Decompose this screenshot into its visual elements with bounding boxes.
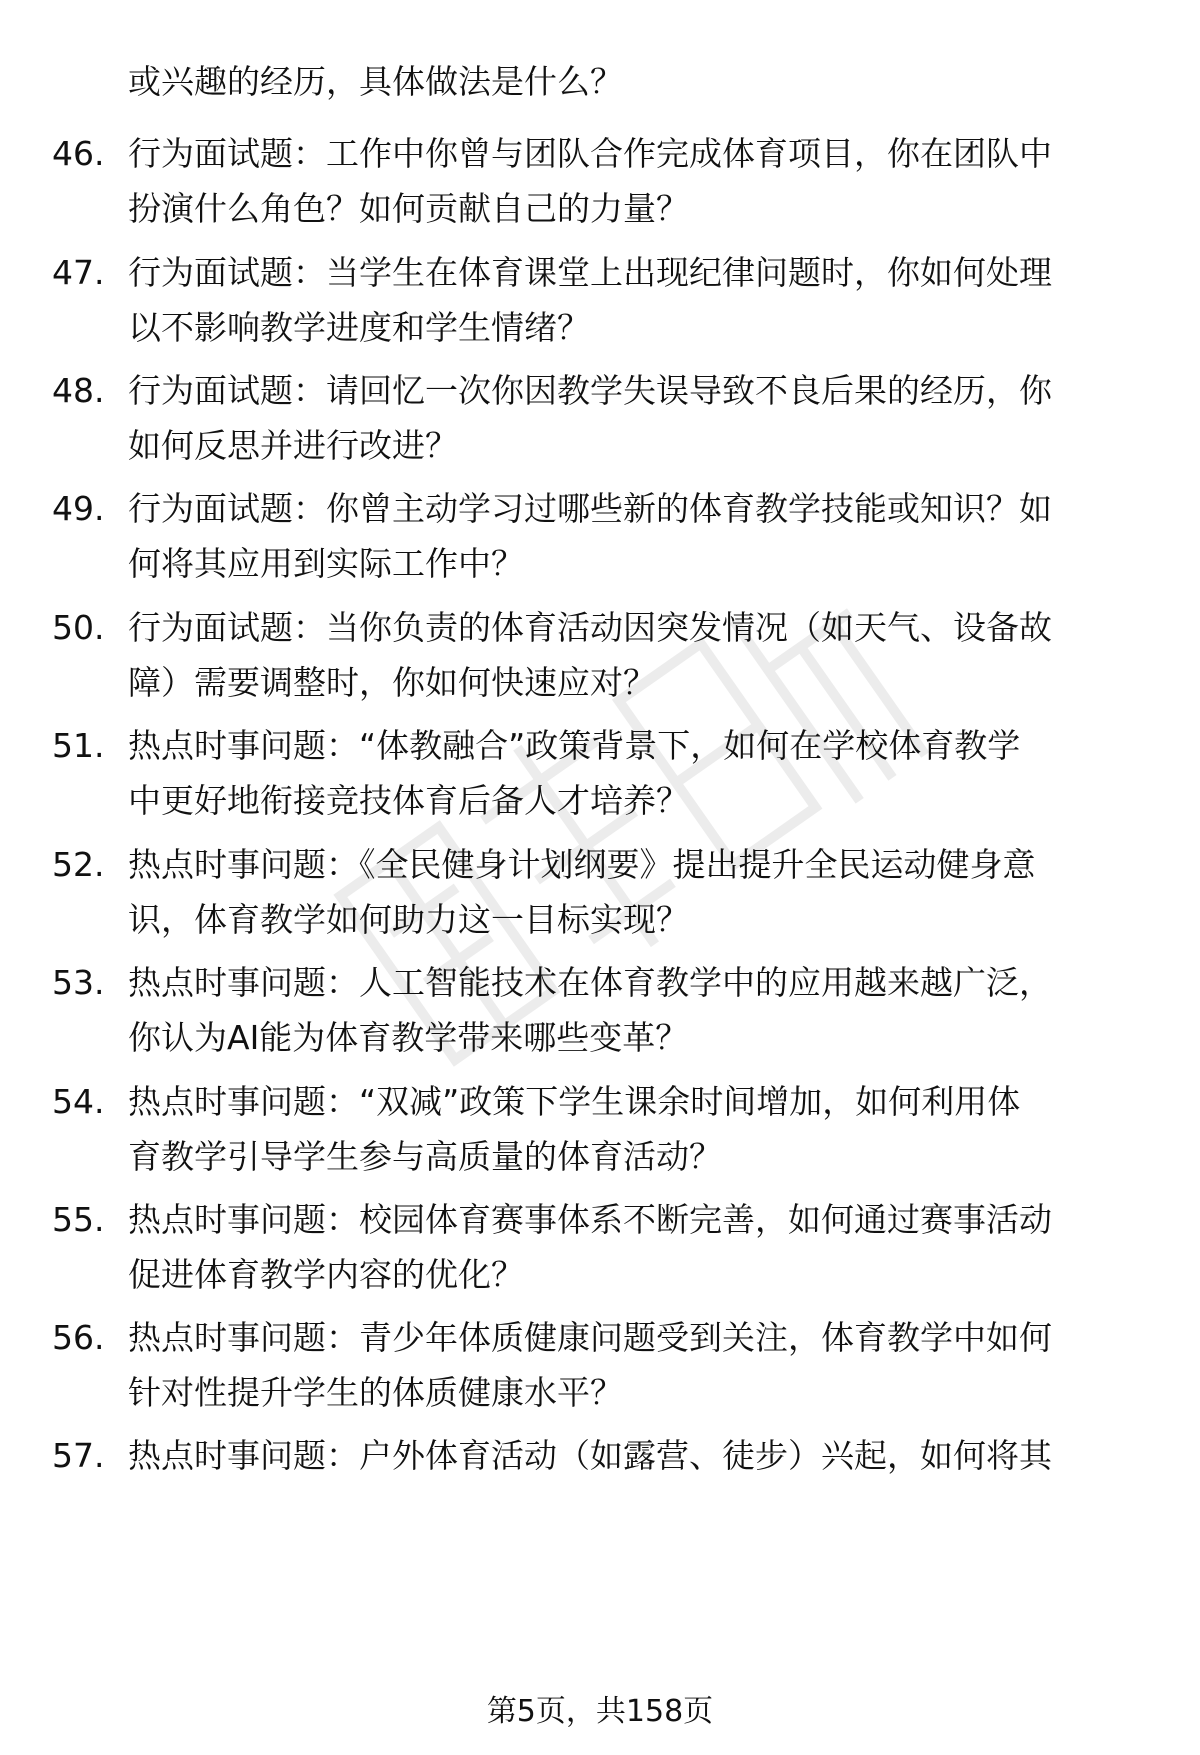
item-number: 54. — [52, 1082, 105, 1121]
item-text: 热点时事问题：人工智能技术在体育教学中的应用越来越广泛， — [128, 963, 1052, 1002]
item-text: 促进体育教学内容的优化？ — [128, 1255, 524, 1294]
item-text: 如何反思并进行改进？ — [128, 426, 458, 465]
item-text: 何将其应用到实际工作中？ — [128, 544, 524, 583]
item-number: 53. — [52, 963, 105, 1002]
item-number: 48. — [52, 371, 105, 410]
item-text: 行为面试题：请回忆一次你因教学失误导致不良后果的经历，你 — [128, 371, 1052, 410]
item-text: 热点时事问题：《全民健身计划纲要》提出提升全民运动健身意 — [128, 845, 1036, 884]
item-text: 热点时事问题：“体教融合”政策背景下，如何在学校体育教学 — [128, 726, 1021, 765]
item-number: 55. — [52, 1200, 105, 1239]
item-text: 热点时事问题：户外体育活动（如露营、徒步）兴起，如何将其 — [128, 1436, 1052, 1475]
item-text: 热点时事问题：青少年体质健康问题受到关注，体育教学中如何 — [128, 1318, 1052, 1357]
item-text: 针对性提升学生的体质健康水平？ — [128, 1373, 623, 1412]
item-text: 行为面试题：当你负责的体育活动因突发情况（如天气、设备故 — [128, 608, 1052, 647]
item-text: 行为面试题：工作中你曾与团队合作完成体育项目，你在团队中 — [128, 134, 1052, 173]
item-text: 行为面试题：你曾主动学习过哪些新的体育教学技能或知识？如 — [128, 489, 1052, 528]
item-text: 热点时事问题：“双减”政策下学生课余时间增加，如何利用体 — [128, 1082, 1021, 1121]
item-number: 57. — [52, 1436, 105, 1475]
item-number: 52. — [52, 845, 105, 884]
item-text: 识，体育教学如何助力这一目标实现？ — [128, 900, 689, 939]
item-number: 56. — [52, 1318, 105, 1357]
page-footer: 第5页，共158页 — [486, 1694, 714, 1729]
item-text: 中更好地衔接竞技体育后备人才培养？ — [128, 781, 689, 820]
item-number: 50. — [52, 608, 105, 647]
item-text: 行为面试题：当学生在体育课堂上出现纪律问题时，你如何处理 — [128, 253, 1052, 292]
continuation-text: 或兴趣的经历，具体做法是什么？ — [128, 62, 623, 101]
item-number: 47. — [52, 253, 105, 292]
item-text: 扮演什么角色？如何贡献自己的力量？ — [128, 189, 689, 228]
item-text: 热点时事问题：校园体育赛事体系不断完善，如何通过赛事活动 — [128, 1200, 1052, 1239]
item-number: 51. — [52, 726, 105, 765]
item-number: 49. — [52, 489, 105, 528]
item-number: 46. — [52, 134, 105, 173]
item-text: 育教学引导学生参与高质量的体育活动？ — [128, 1137, 722, 1176]
item-text: 以不影响教学进度和学生情绪？ — [128, 308, 590, 347]
item-text: 障）需要调整时，你如何快速应对？ — [128, 663, 656, 702]
item-text: 你认为AI能为体育教学带来哪些变革？ — [128, 1018, 689, 1057]
